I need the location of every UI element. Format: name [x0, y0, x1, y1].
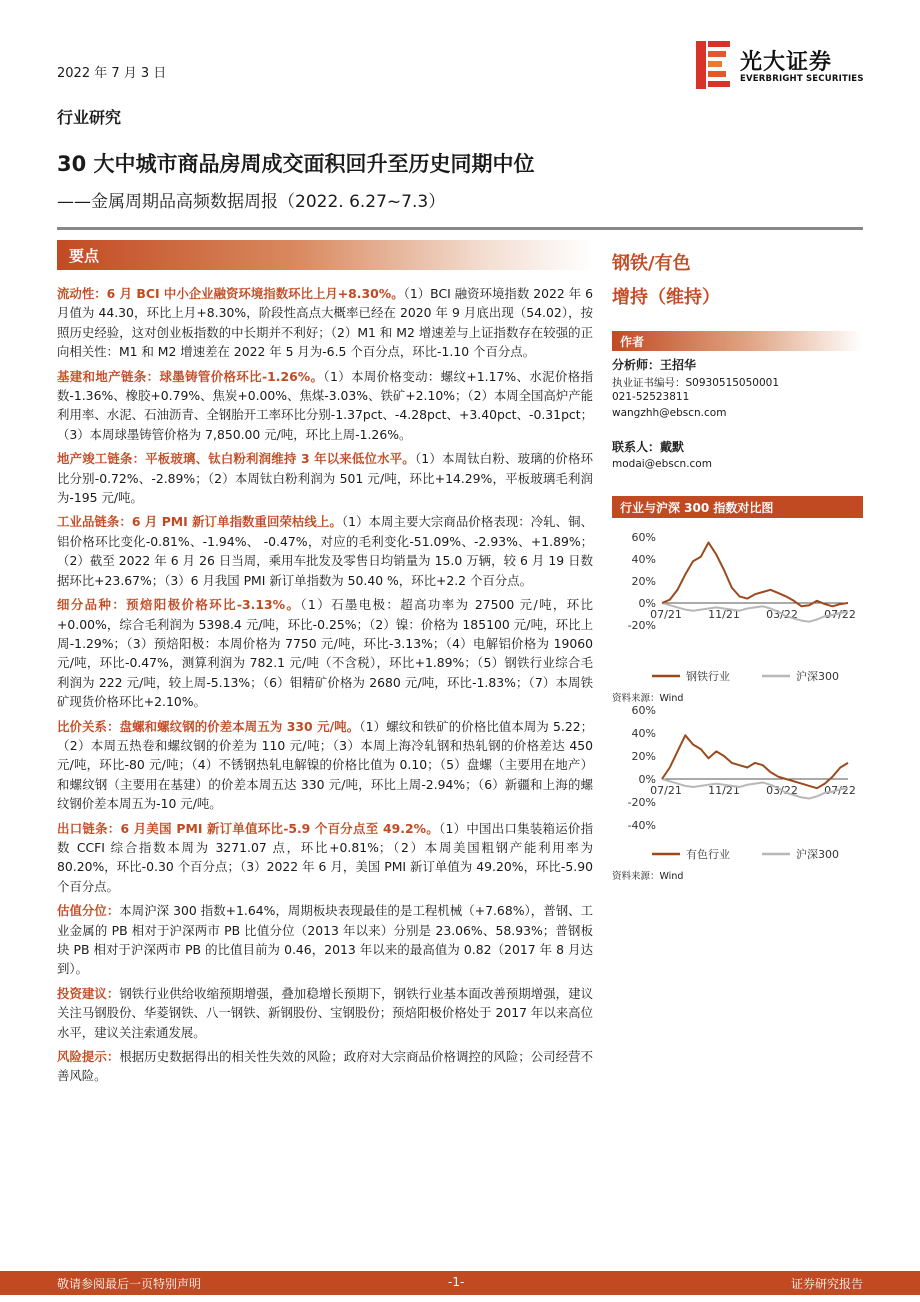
- company-logo: [696, 41, 866, 93]
- y-tick-label: -20%: [627, 619, 656, 632]
- author-banner: [612, 331, 863, 351]
- author-heading: 作者: [620, 335, 645, 349]
- series-line: [662, 543, 848, 607]
- investment-rating: 增持（维持）: [612, 287, 720, 308]
- paragraph-text: 本周沪深 300 指数+1.64%，周期板块表现最佳的是工程机械（+7.68%），普钢、工业金属的 PB 相对于沪深两市 PB 比值分位（2013 年以来）分别是 23.06%、58.93%；普钢板块 PB 相对于沪深两市 PB 的比值目前为 0.46，2013 年以来的最高值为 0.82（2017 年 8 月达到）。: [57, 903, 593, 977]
- analyst-license: 执业证书编号：S0930515050001: [612, 377, 780, 389]
- y-tick-label: 40%: [631, 553, 656, 566]
- footer-report-type: 证券研究报告: [790, 1277, 863, 1291]
- paragraph-text: 根据历史数据得出的相关性失效的风险；政府对大宗商品价格调控的风险；公司经营不善风险。: [57, 1049, 594, 1084]
- paragraph-liquidity: [57, 284, 593, 362]
- legend-label: 沪深300: [796, 848, 839, 861]
- x-tick-label: 07/22: [824, 608, 856, 621]
- paragraph-text: （1）石墨电极：超高功率为 27500 元/吨，环比+0.00%，综合毛利润为 5398.4 元/吨，环比-0.25%；（2）镍：价格为 185100 元/吨，环比上周-1.29%；（3）预焙阳极：本周价格为 7750 元/吨，环比-3.13%；（4）电解铝价格为 19060 元/吨，环比-0.47%，测算利润为 782.1 元/吨（不含税），环比+1.89%；（5）钢铁行业综合毛利润为 222 元/吨，较上周-5.13%；（6）钼精矿价格为 2680 元/吨，环比-1.83%；（7）本周铁矿现货价格环比+2.10%。: [57, 597, 593, 710]
- paragraph-highlight: 工业品链条：6 月 PMI 新订单指数重回荣枯线上。: [57, 514, 342, 530]
- x-tick-label: 11/21: [708, 784, 740, 797]
- key-points-banner: [57, 240, 593, 270]
- steel-vs-csi300-chart: [612, 527, 863, 687]
- report-title: 30 大中城市商品房周成交面积回升至历史同期中位: [57, 152, 535, 176]
- paragraph-text: （1）螺纹和铁矿的价格比值本周为 5.22；（2）本周五热卷和螺纹钢的价差为 110 元/吨；（3）本周上海冷轧钢和热轧钢的价格差达 450 元/吨，环比-80 元/吨；（4）不锈钢热轧电解镍的价格比值为 0.10；（5）盘螺（主要用在地产）和螺纹钢（主要用在基建）的价差本周五达 330 元/吨，环比上周-2.94%；（6）新疆和上海的螺纹钢价差本周五为-10 元/吨。: [57, 718, 593, 812]
- paragraph-highlight: 比价关系：盘螺和螺纹钢的价差本周五为 330 元/吨。: [57, 718, 360, 734]
- x-tick-label: 03/22: [766, 784, 798, 797]
- paragraph-highlight: 出口链条：6 月美国 PMI 新订单值环比-5.9 个百分点至 49.2%。: [57, 820, 439, 836]
- x-tick-label: 07/21: [650, 608, 682, 621]
- paragraph-infrastructure: [57, 367, 593, 445]
- y-tick-label: 60%: [631, 531, 656, 544]
- analyst-email[interactable]: wangzhh@ebscn.com: [612, 407, 727, 419]
- y-tick-label: 0%: [638, 773, 656, 786]
- logo-english-name: EVERBRIGHT SECURITIES: [740, 74, 864, 84]
- analyst-name: 分析师：王招华: [612, 358, 697, 372]
- footer-disclaimer: 敬请参阅最后一页特别声明: [57, 1277, 202, 1291]
- legend-label: 钢铁行业: [686, 670, 730, 683]
- paragraph-highlight: 流动性：6 月 BCI 中小企业融资环境指数环比上月+8.30%。: [57, 286, 404, 301]
- paragraph-highlight: 细分品种：预焙阳极价格环比-3.13%。: [57, 597, 301, 613]
- y-tick-label: 40%: [631, 727, 656, 740]
- paragraph-completion: [57, 449, 593, 507]
- legend-label: 有色行业: [686, 848, 730, 861]
- title-divider: [57, 227, 863, 230]
- logo-mark-icon: [696, 41, 730, 89]
- paragraph-text: （1）本周价格变动：螺纹+1.17%、水泥价格指数-1.36%、橡胶+0.79%、焦炭+0.00%、焦煤-3.03%、铁矿+2.10%；（2）本周全国高炉产能利用率、水泥、石油沥青、全钢胎开工率环比分别-1.37pct、-4.28pct、+3.40pct、-0.31pct；（3）本周球墨铸管价格为 7,850.00 元/吨，环比上周-1.26%。: [57, 368, 593, 442]
- paragraph-industrial: [57, 512, 593, 590]
- contact-name: 联系人：戴默: [612, 440, 685, 454]
- y-tick-label: 20%: [631, 575, 656, 588]
- paragraph-text: （1）本周钛白粉、玻璃的价格环比分别-0.72%、-2.89%；（2）本周钛白粉利润为 501 元/吨，环比+14.29%，平板玻璃毛利润为-195 元/吨。: [57, 451, 594, 506]
- page-footer: [0, 1271, 920, 1295]
- paragraph-highlight: 基建和地产链条：球墨铸管价格环比-1.26%。: [57, 368, 324, 384]
- x-tick-label: 03/22: [766, 608, 798, 621]
- logo-chinese-name: 光大证券: [740, 50, 833, 75]
- series-line: [662, 603, 848, 622]
- paragraph-text: 钢铁行业供给收缩预期增强，叠加稳增长预期下，钢铁行业基本面改善预期增强，建议关注马钢股份、华菱钢铁、八一钢铁、新钢股份、宝钢股份；预焙阳极价格处于 2017 年以来高位水平，建议关注索通发展。: [57, 985, 594, 1040]
- paragraph-investment-advice: [57, 984, 593, 1042]
- paragraph-highlight: 投资建议：: [57, 985, 120, 1001]
- contact-email[interactable]: modai@ebscn.com: [612, 458, 712, 470]
- series-line: [662, 735, 848, 788]
- paragraph-text: （1）BCI 融资环境指数 2022 年 6 月值为 44.30，环比上月+8.30%，阶段性高点大概率已经在 2020 年 9 月底出现（54.02），按照历史经验，这对创业板指数的中长期并不利好；（2）M1 和 M2 增速差与上证指数存在较强的正向相关性：M1 和 M2 增速差在 2022 年 5 月为-6.5 个百分点，环比-1.10 个百分点。: [57, 286, 594, 360]
- report-date: 2022 年 7 月 3 日: [57, 66, 167, 81]
- paragraph-subcategories: [57, 595, 593, 711]
- paragraph-highlight: 地产竣工链条：平板玻璃、钛白粉利润维持 3 年以来低位水平。: [57, 451, 415, 467]
- paragraph-highlight: 估值分位：: [57, 903, 120, 919]
- nonferrous-vs-csi300-chart: [612, 700, 863, 865]
- paragraph-export: [57, 819, 593, 897]
- x-tick-label: 07/21: [650, 784, 682, 797]
- x-tick-label: 07/22: [824, 784, 856, 797]
- chart-heading: 行业与沪深 300 指数对比图: [620, 501, 774, 515]
- paragraph-valuation: [57, 901, 593, 979]
- key-points-heading: 要点: [69, 247, 100, 265]
- sector-name: 钢铁/有色: [612, 253, 691, 274]
- chart-source: 资料来源：Wind: [612, 693, 684, 704]
- report-subtitle: ——金属周期品高频数据周报（2022. 6.27~7.3）: [57, 192, 446, 212]
- x-tick-label: 11/21: [708, 608, 740, 621]
- analyst-phone: 021-52523811: [612, 391, 690, 403]
- paragraph-risk: [57, 1047, 593, 1086]
- report-category: 行业研究: [57, 108, 122, 127]
- key-points-body: [57, 284, 593, 1091]
- y-tick-label: 60%: [631, 704, 656, 717]
- chart-banner: [612, 496, 863, 518]
- page-number: -1-: [448, 1275, 465, 1289]
- y-tick-label: -20%: [627, 796, 656, 809]
- chart-source: 资料来源：Wind: [612, 871, 684, 882]
- paragraph-highlight: 风险提示：: [57, 1049, 120, 1065]
- paragraph-price-ratio: [57, 717, 593, 814]
- paragraph-text: （1）中国出口集装箱运价指数 CCFI 综合指数本周为 3271.07 点，环比+0.81%；（2）本周美国粗钢产能利用率为 80.20%，环比-0.30 个百分点；（3）2022 年 6 月，美国 PMI 新订单值为 49.20%，环比-5.90 个百分点。: [57, 820, 593, 894]
- y-tick-label: 0%: [638, 597, 656, 610]
- paragraph-text: （1）本周主要大宗商品价格表现：冷轧、铜、铝价格环比变化-0.81%、-1.94%、 -0.47%，对应的毛利变化-51.09%、-2.93%、+1.89%；（2）截至 2022 年 6 月 26 日当周，乘用车批发及零售日均销量为 15.0 万辆，较 6 月 19 日数据环比+23.67%；（3）6 月我国 PMI 新订单指数为 50.40 %，环比+2.2 个百分点。: [57, 514, 593, 588]
- series-line: [662, 779, 848, 799]
- y-tick-label: 20%: [631, 750, 656, 763]
- y-tick-label: -40%: [627, 819, 656, 832]
- legend-label: 沪深300: [796, 670, 839, 683]
